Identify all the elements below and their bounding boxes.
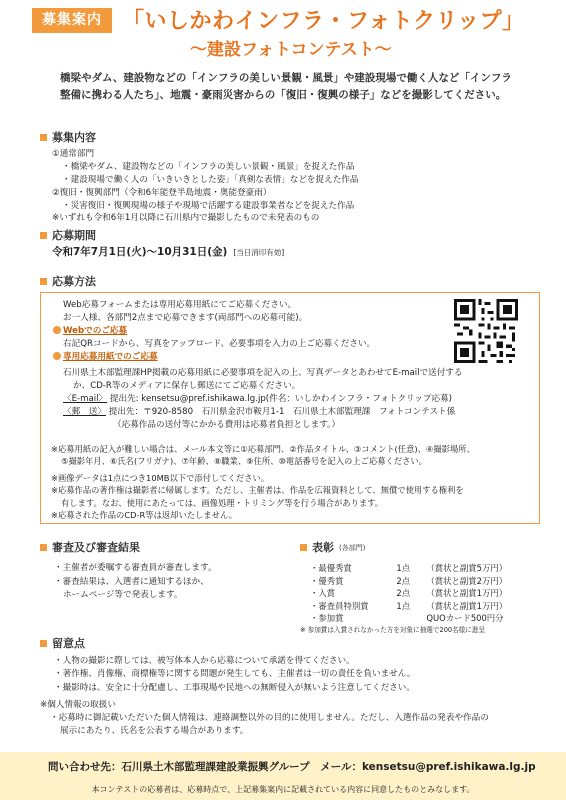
- page-subtitle: 〜建設フォトコンテスト〜: [190, 40, 392, 60]
- prize-name: 優秀賞: [318, 575, 344, 586]
- prize-name: 参加賞: [318, 613, 344, 624]
- review-section: 審査及び審査結果 ・ 主催者が委嘱する審査員が審査します。 ・ 審査結果は、入選者に通知するほか、 ホームページ等で発表します。: [40, 540, 280, 603]
- prize-detail: （賞状と副賞5万円）: [426, 562, 508, 573]
- circle-bullet-icon: [53, 352, 61, 360]
- awards-note: ※ 参加賞は入賞されなかった方を対象に抽選で200名様に進呈: [300, 625, 486, 634]
- section-heading-boshu: 募集内容: [40, 130, 96, 146]
- privacy-heading: ※個人情報の取扱い: [40, 700, 116, 710]
- prize-row: [310, 575, 540, 588]
- web-label: Webでのご応募: [53, 325, 453, 338]
- privacy-section: ※個人情報の取扱い ・ 応募時に御記載いただいた個人情報は、連絡調整以外の目的に使用しません。ただし、入選作品の発表や作品の 展示にあたり、氏名を公表する場合があります。: [40, 699, 540, 738]
- prize-name: 入賞: [318, 588, 336, 599]
- header: [0, 0, 566, 128]
- prize-row: [310, 587, 540, 600]
- lead-line-2: 整備に携わる人たち」、地震・豪雨災害からの「復旧・復興の様子」などを撮影してください。: [60, 89, 507, 102]
- prize-detail: QUOカード500円分: [426, 613, 504, 624]
- prize-detail: （賞状と副賞1万円）: [426, 588, 508, 599]
- prize-detail: （賞状と副賞2万円）: [426, 575, 508, 586]
- prize-count: 2点: [396, 575, 411, 586]
- boshu-content: ①通常部門 ・ 橋梁やダム、建設物などの「インフラの美しい景観・風景」を捉えた作品 ・ 建設現場で働く人の「いきいきとした姿」「真剣な表情」などを捉えた作品 ②復旧・復興部門（令和6年能登半島地震・奥能登豪雨） ・ 災害復旧・復興現場の様子や現場で活躍する建設事業者などを捉えた作品 ※いずれも令和6年1月以降に石川県内で撮影したもので未発表のもの: [52, 148, 532, 225]
- square-bullet-icon: [40, 278, 47, 285]
- lead-text: [60, 70, 530, 105]
- prize-list: [300, 562, 540, 625]
- page-title: 「いしかわインフラ・フォトクリップ」: [122, 9, 525, 34]
- square-bullet-icon: [40, 232, 47, 239]
- email-row: 〈E-mail〉 提出先: kensetsu@pref.ishikawa.lg.jp(件名：いしかわインフラ・フォトクリップ応募): [63, 393, 453, 404]
- prize-count: 2点: [396, 588, 411, 599]
- circle-bullet-icon: [53, 326, 61, 334]
- square-bullet-icon: [40, 134, 47, 141]
- prize-name: 最優秀賞: [318, 562, 352, 573]
- awards-section: [300, 540, 540, 636]
- bullet: ・: [310, 600, 319, 611]
- square-bullet-icon: [300, 544, 307, 551]
- section-heading-period: 応募期間: [40, 228, 96, 244]
- application-box: [40, 292, 540, 524]
- prize-row: [310, 612, 540, 625]
- lead-line-1: 橋梁やダム、建設物などの「インフラの美しい景観・風景」や建設現場で働く人など「インフラ: [60, 72, 512, 84]
- notes-list: ・ 人物の撮影に際しては、被写体本人から応募について承諾を得てください。 ・ 著作権、肖像権、商標権等に関する問題が発生しても、主催者は一切の責任を負いません。 ・ 撮影時は、安全に十分配慮し、工事現場や民地への無断侵入が無いよう注意してください。: [54, 655, 534, 695]
- footer-note: 本コンテストの応募者は、応募時点で、上記募集案内に記載されている内容に同意したものとみなします。: [91, 785, 475, 794]
- prize-detail: （賞状と副賞1万円）: [426, 600, 508, 611]
- method-intro: Web応募フォームまたは専用応募用紙にてご応募ください。 お一人様、各部門2点まで応募できます(両部門への応募可能)。 Webでのご応募 右記QRコードから、写真をアップロード、必要事項を入力の上ご応募ください。 専用応募用紙でのご応募: [53, 299, 453, 363]
- section-heading-method: 応募方法: [40, 274, 96, 290]
- bullet: ・: [310, 562, 319, 573]
- square-bullet-icon: [40, 544, 47, 551]
- footer-contact: 問い合わせ先：石川県土木部監理課建設業振興グループ メール：kensetsu@pref.ishikawa.lg.jp: [48, 761, 536, 773]
- section-heading-review: 審査及び審査結果: [40, 540, 280, 556]
- bullet: ・: [310, 575, 319, 586]
- recruitment-tag: 募集案内: [32, 8, 112, 33]
- section-heading-awards: 表彰 (各部門): [300, 540, 540, 556]
- period-text: 令和7年7月1日(火)〜10月31日(金) [当日消印有効]: [52, 246, 285, 258]
- qr-code-icon[interactable]: [454, 299, 518, 363]
- paper-label: 専用応募用紙でのご応募: [53, 351, 453, 364]
- section-heading-notes: 留意点: [40, 636, 85, 652]
- prize-name: 審査員特別賞: [318, 600, 369, 611]
- prize-count: 1点: [396, 600, 411, 611]
- prize-row: [310, 562, 540, 575]
- prize-count: 1点: [396, 562, 411, 573]
- bullet: ・: [310, 588, 319, 599]
- email-address[interactable]: 提出先: kensetsu@pref.ishikawa.lg.jp(件名：いしかわインフラ・フォトクリップ応募): [109, 393, 453, 404]
- post-row: 〈郵 送〉 提出先：〒920-8580 石川県金沢市鞍月1-1 石川県土木部監理課 フォトコンテスト係: [63, 406, 456, 417]
- prize-count: [396, 612, 426, 625]
- square-bullet-icon: [40, 640, 47, 647]
- method-notes: ※応募用紙の記入が難しい場合は、メール本文等に①応募部門、②作品タイトル、③コメント(任意)、④撮影場所、 ⑤撮影年月、⑥氏名(フリガナ)、⑦年齢、⑧職業、⑨住所、⑩電話番号を記入の上ご応募ください。 ※画像データは1点につき10MB以下で添付してください。 ※応募作品の著作権は撮影者に帰属します。ただし、主催者は、作品を広報資料として、無償で使用する権利を 有します。なお、使用にあたっては、画像処理・トリミング等を行う場合があります。 ※応募された作品のCD-R等は返却いたしません。: [51, 444, 475, 521]
- method-details: 石川県土木部監理課HP掲載の応募用紙に必要事項を記入の上、写真データとあわせてE-mailで送付する か、CD-R等のメディアに保存し郵送にてご応募ください。 〈E-mail〉 提出先: kensetsu@pref.ishikawa.lg.jp(件名：いしかわインフラ・フォトクリップ応募) 〈郵 送〉 提出先：〒920-8580 石川県金沢市鞍月1-1 石川県土木部監理課 フォトコンテスト係 （応募作品の送付等にかかる費用は応募者負担とします。）: [63, 367, 533, 431]
- prize-row: [310, 600, 540, 613]
- bullet: ・: [310, 613, 319, 624]
